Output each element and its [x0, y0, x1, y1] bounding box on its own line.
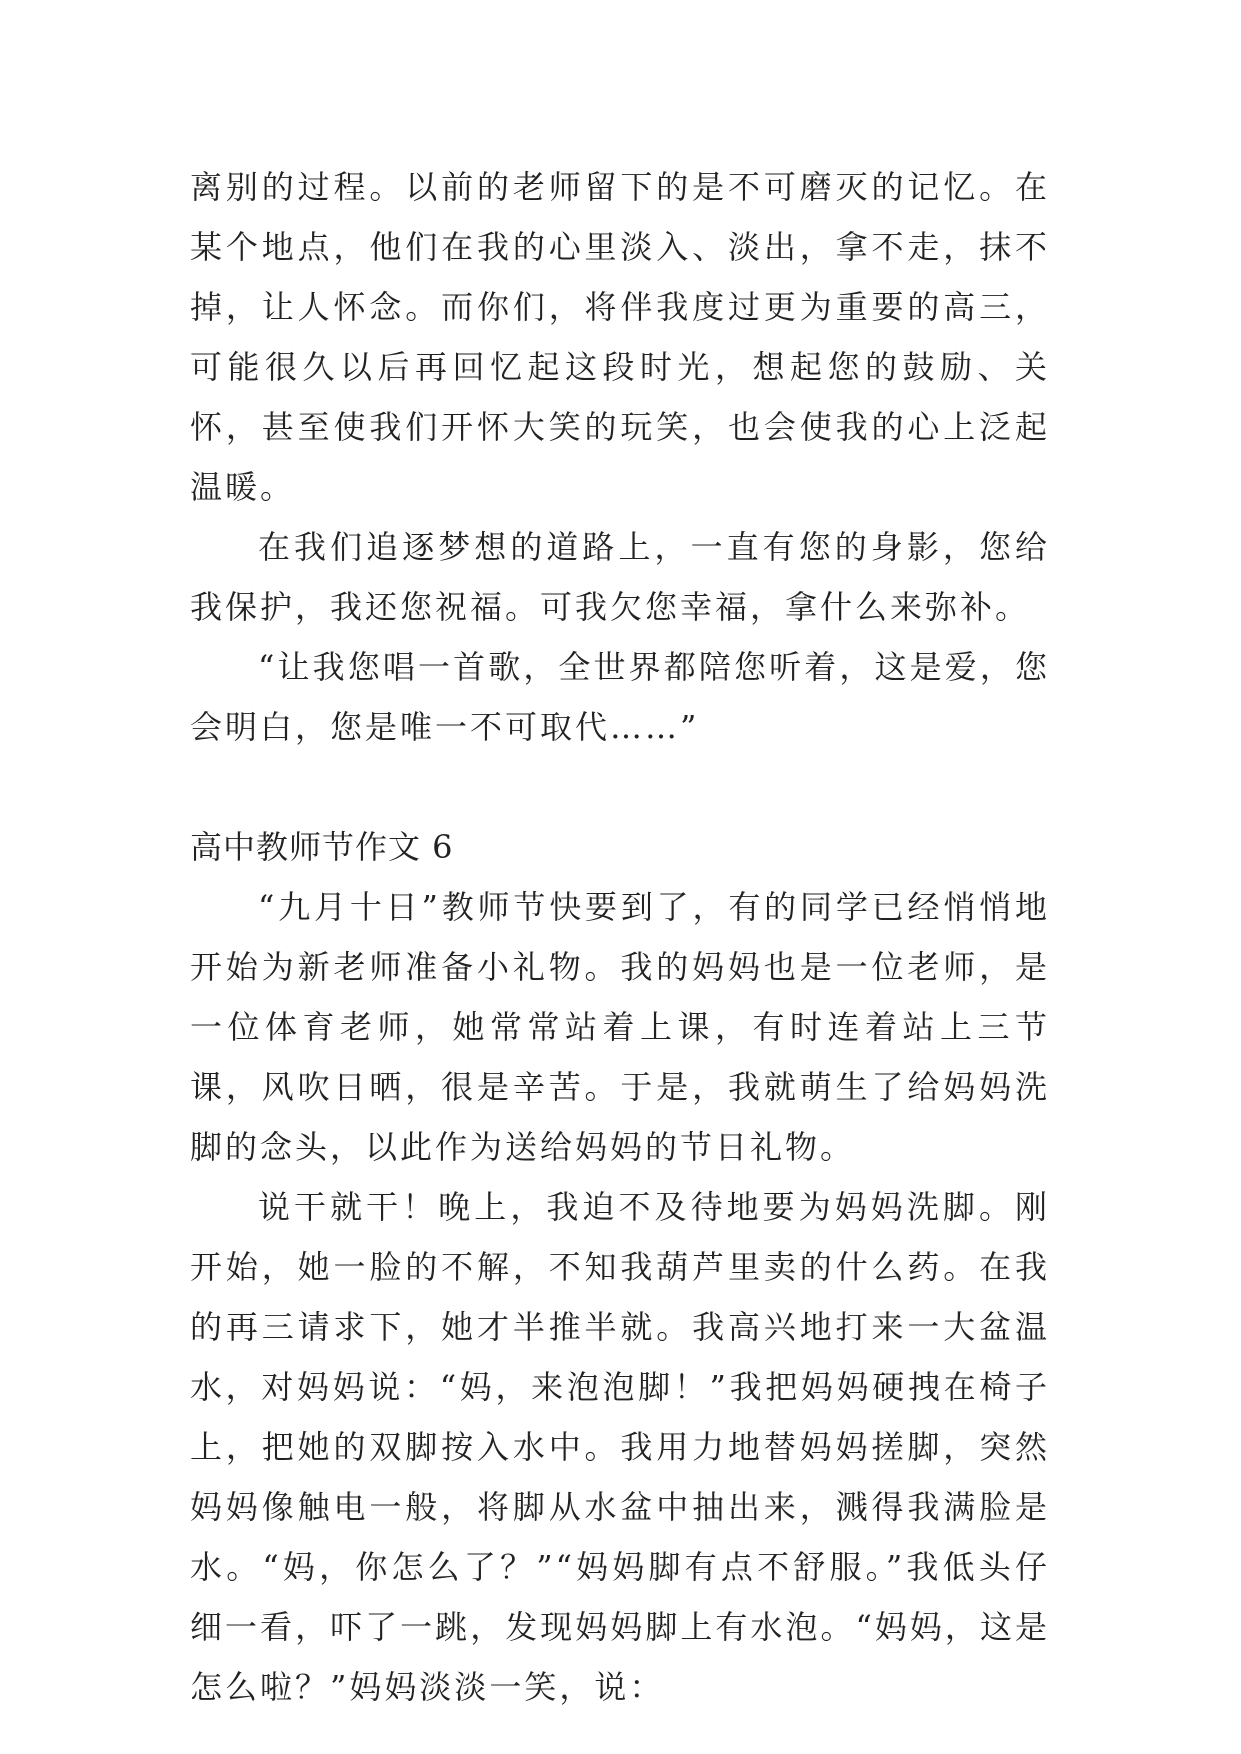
body-paragraph: 离别的过程。以前的老师留下的是不可磨灭的记忆。在某个地点，他们在我的心里淡入、淡出，拿不走，抹不掉，让人怀念。而你们，将伴我度过更为重要的高三，可能很久以后再回忆起这段时光，想起您的鼓励、关怀，甚至使我们开怀大笑的玩笑，也会使我的心上泛起温暖。 — [190, 168, 1050, 506]
body-paragraph: “九月十日”教师节快要到了，有的同学已经悄悄地开始为新老师准备小礼物。我的妈妈也是一位老师，是一位体育老师，她常常站着上课，有时连着站上三节课，风吹日晒，很是辛苦。于是，我就萌生了给妈妈洗脚的念头，以此作为送给妈妈的节日礼物。 — [190, 888, 1050, 1166]
body-paragraph: 说干就干！晚上，我迫不及待地要为妈妈洗脚。刚开始，她一脸的不解，不知我葫芦里卖的什么药。在我的再三请求下，她才半推半就。我高兴地打来一大盆温水，对妈妈说：“妈，来泡泡脚！”我把妈妈硬拽在椅子上，把她的双脚按入水中。我用力地替妈妈搓脚，突然妈妈像触电一般，将脚从水盆中抽出来，溅得我满脸是水。“妈，你怎么了？”“妈妈脚有点不舒服。”我低头仔细一看，吓了一跳，发现妈妈脚上有水泡。“妈妈，这是怎么啦？”妈妈淡淡一笑，说： — [190, 1188, 1050, 1706]
body-paragraph: 在我们追逐梦想的道路上，一直有您的身影，您给我保护，我还您祝福。可我欠您幸福，拿什么来弥补。 — [190, 528, 1050, 626]
document-body — [190, 157, 1050, 1717]
body-paragraph: “让我您唱一首歌，全世界都陪您听着，这是爱，您会明白，您是唯一不可取代……” — [190, 648, 1050, 746]
section-title: 高中教师节作文 6 — [190, 828, 454, 866]
